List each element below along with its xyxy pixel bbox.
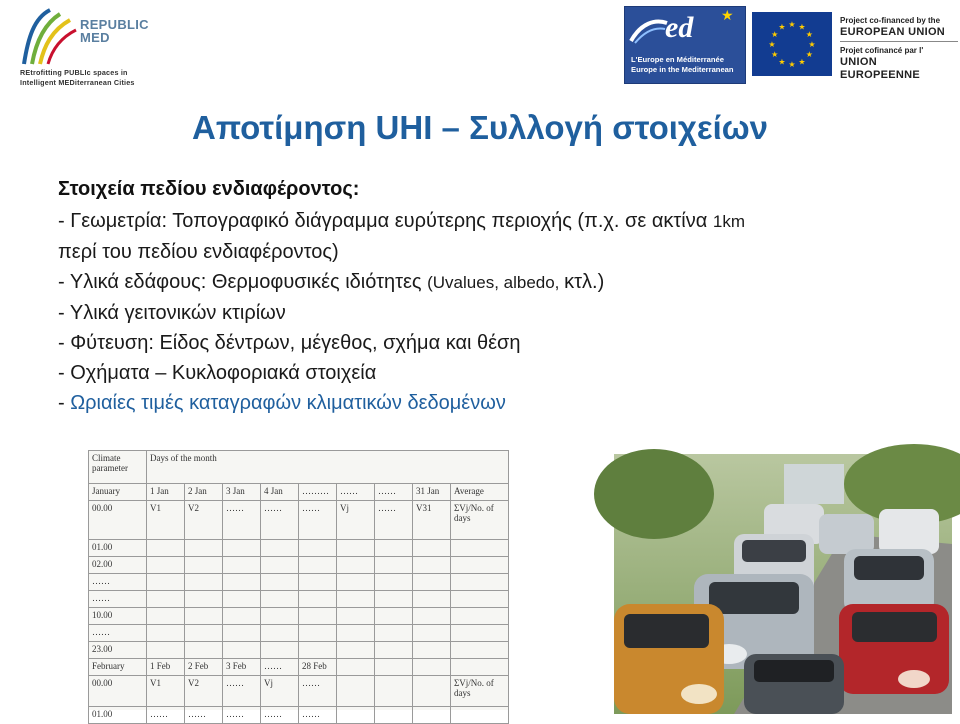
logo-name-line1: REPUBLIC (80, 17, 149, 32)
eu-star-icon: ★ (778, 57, 786, 67)
table-cell: V31 (413, 501, 451, 540)
table-cell: ……… (299, 484, 337, 501)
table-cell: …… (375, 501, 413, 540)
table-cell: …… (89, 625, 147, 642)
table-cell: 2 Jan (185, 484, 223, 501)
table-cell: 00.00 (89, 676, 147, 707)
med-logo-line2: Europe in the Mediterranean (631, 65, 734, 74)
table-cell: …… (147, 707, 185, 724)
table-cell: 31 Jan (413, 484, 451, 501)
med-logo-word: ed (665, 11, 694, 44)
eu-star-icon: ★ (778, 22, 786, 32)
list-item-hourly-climate (58, 388, 938, 418)
table-cell: V1 (147, 676, 185, 707)
table-cell: 01.00 (89, 707, 147, 724)
table-row (89, 501, 509, 540)
eu-cofinancing-text (840, 16, 958, 82)
logo-name-line2: MED (80, 30, 110, 45)
table-cell: V2 (185, 501, 223, 540)
list-item-note: 1km (712, 212, 745, 231)
logo-tagline-line1: REtrofitting PUBLIc spaces in (20, 68, 128, 77)
list-item-text: περί του πεδίου ενδιαφέροντος) (58, 241, 339, 263)
logo-name (80, 18, 149, 44)
med-swoosh-icon (629, 15, 669, 45)
table-cell: 3 Jan (223, 484, 261, 501)
content-list (58, 174, 938, 418)
eu-star-icon: ★ (798, 22, 806, 32)
table-row (89, 659, 509, 676)
table-cell: …… (223, 707, 261, 724)
logo-tagline (20, 68, 170, 87)
traffic-cars-illustration (614, 454, 952, 714)
table-cell: …… (375, 484, 413, 501)
table-row (89, 608, 509, 625)
eu-star-icon: ★ (771, 50, 779, 59)
table-cell: 2 Feb (185, 659, 223, 676)
list-item-text: Ωριαίες τιμές καταγραφών κλιματικών δεδομένων (70, 392, 506, 414)
list-item-vehicles (58, 358, 938, 388)
list-item-note: (Uvalues, albedo, (427, 273, 565, 292)
table-row (89, 484, 509, 501)
table-row (89, 557, 509, 574)
star-icon: ★ (721, 7, 734, 23)
table-row (89, 707, 509, 724)
list-item-vegetation (58, 328, 938, 358)
table-cell: ΣVj/No. of days (451, 676, 509, 707)
table-row (89, 574, 509, 591)
table-cell: 10.00 (89, 608, 147, 625)
table-cell: Vj (261, 676, 299, 707)
table-cell: …… (299, 707, 337, 724)
table-cell: …… (261, 659, 299, 676)
table-row (89, 642, 509, 659)
eu-text-line2: EUROPEAN UNION (840, 26, 946, 38)
table-cell: 01.00 (89, 540, 147, 557)
list-item-geometry (58, 206, 938, 237)
eu-text-line1: Project co-financed by the (840, 16, 941, 25)
med-logo-line1: L'Europe en Méditerranée (631, 55, 724, 64)
table-cell: 4 Jan (261, 484, 299, 501)
table-cell: February (89, 659, 147, 676)
table-header-cell: Days of the month (147, 451, 509, 484)
table-cell: V2 (185, 676, 223, 707)
med-programme-logo (624, 6, 746, 84)
eu-stars-icon (752, 12, 832, 76)
republic-med-logo (20, 8, 160, 92)
page-title: Αποτίμηση UHI – Συλλογή στοιχείων (191, 109, 768, 146)
table-cell: 00.00 (89, 501, 147, 540)
eu-star-icon: ★ (808, 40, 816, 49)
list-item-neighbour-buildings (58, 298, 938, 328)
list-item-text: - Οχήματα – Κυκλοφοριακά στοιχεία (58, 362, 377, 384)
list-item-text: - Υλικά γειτονικών κτιρίων (58, 302, 286, 324)
table-cell: 1 Feb (147, 659, 185, 676)
list-item-text: - Φύτευση: Είδος δέντρων, μέγεθος, σχήμα και θέση (58, 332, 521, 354)
table-cell: 1 Jan (147, 484, 185, 501)
table-header-cell: Climate parameter (89, 451, 147, 484)
table-cell: …… (223, 676, 261, 707)
list-item-tail: κτλ.) (564, 271, 605, 293)
table-cell: 28 Feb (299, 659, 337, 676)
table-cell: Average (451, 484, 509, 501)
list-item-soil-materials (58, 267, 938, 298)
table-cell: …… (299, 676, 337, 707)
table-cell: ΣVj/No. of days (451, 501, 509, 540)
section-heading: Στοιχεία πεδίου ενδιαφέροντος: (58, 178, 360, 200)
table-cell: 23.00 (89, 642, 147, 659)
table-cell: 02.00 (89, 557, 147, 574)
table-cell: …… (261, 707, 299, 724)
table-cell: …… (261, 501, 299, 540)
eu-star-icon: ★ (788, 60, 796, 69)
table-cell: January (89, 484, 147, 501)
table-cell: …… (223, 501, 261, 540)
list-item-dash: - (58, 392, 71, 414)
table-row (89, 451, 509, 484)
table-cell: …… (337, 484, 375, 501)
climate-data-table-image (88, 450, 508, 719)
table-cell: Vj (337, 501, 375, 540)
table-row (89, 676, 509, 707)
eu-flag-icon (752, 12, 832, 76)
list-item-text: - Γεωμετρία: Τοπογραφικό διάγραμμα ευρύτερης περιοχής (π.χ. σε ακτίνα (58, 210, 713, 232)
table-row (89, 540, 509, 557)
traffic-jam-photo (614, 454, 952, 714)
eu-text-line4: UNION EUROPEENNE (840, 56, 921, 81)
table-row (89, 625, 509, 642)
eu-star-icon: ★ (805, 50, 813, 59)
table-cell: …… (299, 501, 337, 540)
republic-med-emblem-icon (20, 8, 80, 68)
eu-star-icon: ★ (768, 40, 776, 49)
eu-text-line3: Projet cofinancé par l' (840, 46, 924, 55)
eu-star-icon: ★ (805, 30, 813, 39)
table-row (89, 591, 509, 608)
climate-data-table (88, 450, 509, 724)
list-item-text: - Υλικά εδάφους: Θερμοφυσικές ιδιότητες (58, 271, 428, 293)
table-cell: V1 (147, 501, 185, 540)
table-cell: …… (185, 707, 223, 724)
eu-star-icon: ★ (771, 30, 779, 39)
eu-star-icon: ★ (788, 20, 796, 29)
list-item-geometry-cont (58, 237, 938, 267)
eu-star-icon: ★ (798, 57, 806, 67)
table-cell: 3 Feb (223, 659, 261, 676)
table-cell: …… (89, 574, 147, 591)
table-cell: …… (89, 591, 147, 608)
logo-tagline-line2: Intelligent MEDiterranean Cities (20, 77, 135, 87)
